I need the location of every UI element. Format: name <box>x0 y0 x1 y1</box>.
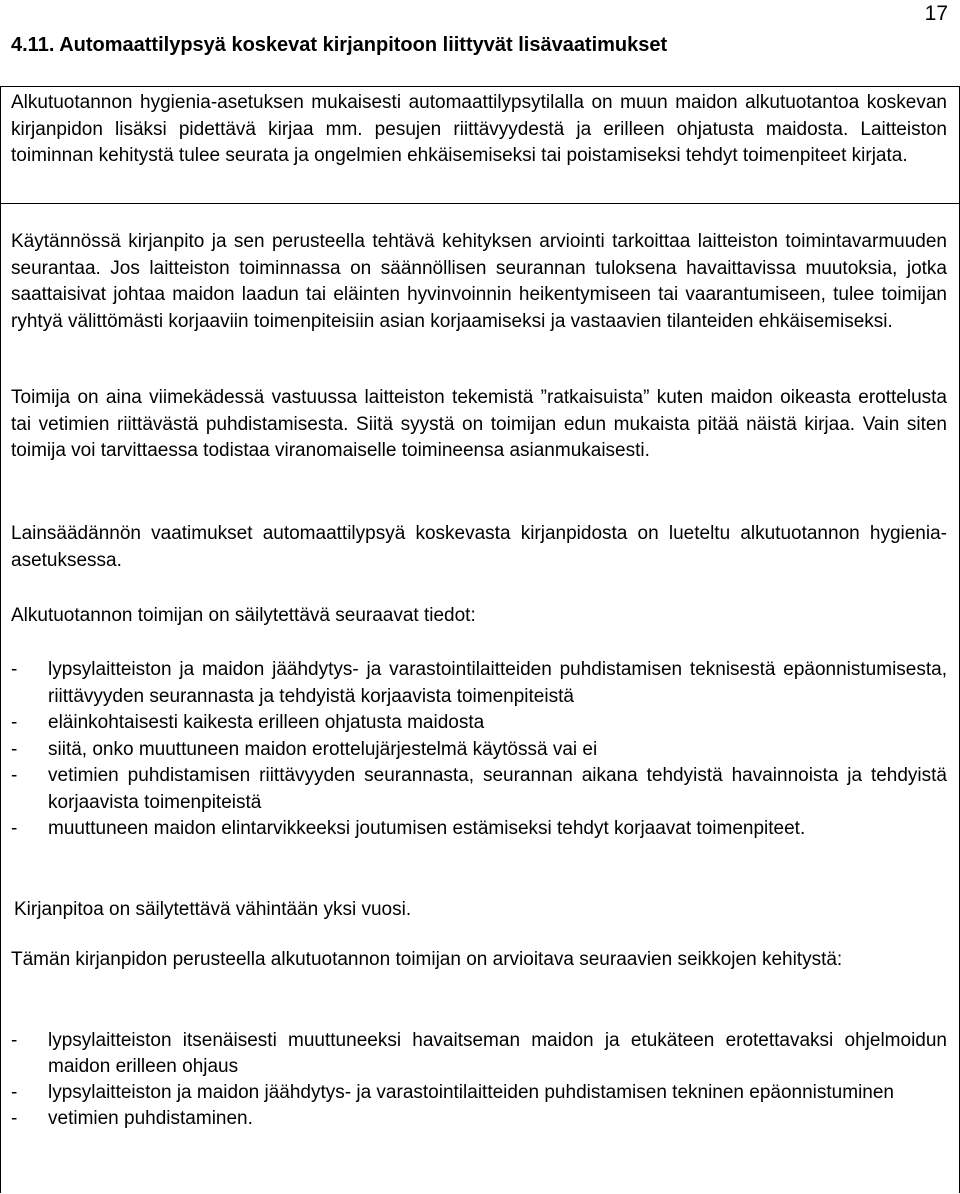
list-dash: - <box>11 1030 18 1051</box>
paragraph-responsibility: Toimija on aina viimekädessä vastuussa laitteiston tekemistä ”ratkaisuista” kuten maidon oikeasta erottelusta tai vetimien riittävästä puhdistamisesta. Siitä syystä on toimijan edun mukaista pitää näistä kirjaa. Vain siten toimija voi tarvittaessa todistaa viranomaiselle toimineensa asianmukaisesti. <box>11 387 947 461</box>
list-item-text: vetimien puhdistaminen. <box>48 1108 253 1129</box>
list-item-text: eläinkohtaisesti kaikesta erilleen ohjatusta maidosta <box>48 712 485 733</box>
section-heading: 4.11. Automaattilypsyä koskevat kirjanpitoon liittyvät lisävaatimukset <box>11 34 668 56</box>
list-item-text: muuttuneen maidon elintarvikkeeksi joutumisen estämiseksi tehdyt korjaavat toimenpiteet. <box>48 818 806 839</box>
evaluation-list <box>11 1028 947 1132</box>
list-item <box>11 657 947 710</box>
list-item-text: vetimien puhdistamisen riittävyyden seurannasta, seurannan aikana tehdyistä havainnoista ja tehdyistä korjaavista toimenpiteistä <box>48 765 947 813</box>
list-dash: - <box>11 818 18 839</box>
requirement-box-text: Alkutuotannon hygienia-asetuksen mukaisesti automaattilypsytilalla on muun maidon alkutuotantoa koskevan kirjanpidon lisäksi pidettävä kirjaa mm. pesujen riittävyydestä ja erilleen ohjatusta maidosta. Laitteiston toiminnan kehitystä tulee seurata ja ongelmien ehkäisemiseksi tai poistamiseksi tehdyt toimenpiteet kirjata. <box>11 92 947 166</box>
list-item <box>11 816 947 843</box>
box-divider <box>0 203 960 204</box>
list-dash: - <box>11 765 18 786</box>
list-item <box>11 1028 947 1080</box>
list-dash: - <box>11 659 18 680</box>
list-item <box>11 710 947 737</box>
list-item <box>11 737 947 764</box>
evaluation-intro: Tämän kirjanpidon perusteella alkutuotannon toimijan on arvioitava seuraavien seikkojen kehitystä: <box>11 949 843 970</box>
list-item <box>11 1106 947 1132</box>
list-dash: - <box>11 738 18 760</box>
list-item-text: lypsylaitteiston itsenäisesti muuttuneeksi havaitseman maidon ja etukäteen erotettavaksi ohjelmoidun maidon erilleen ohjaus <box>48 1030 947 1077</box>
records-list <box>11 657 947 843</box>
paragraph-legislation: Lainsäädännön vaatimukset automaattilypsyä koskevasta kirjanpidosta on lueteltu alkutuotannon hygienia-asetuksessa. <box>11 523 947 571</box>
list-dash: - <box>11 1082 18 1103</box>
retention-statement: Kirjanpitoa on säilytettävä vähintään yksi vuosi. <box>14 899 412 920</box>
list-item <box>11 763 947 816</box>
records-intro: Alkutuotannon toimijan on säilytettävä seuraavat tiedot: <box>11 605 476 626</box>
list-dash: - <box>11 712 18 733</box>
list-item-text: siitä, onko muuttuneen maidon erottelujärjestelmä käytössä vai ei <box>48 738 598 760</box>
list-item-text: lypsylaitteiston ja maidon jäähdytys- ja varastointilaitteiden puhdistamisen tekninen epäonnistuminen <box>48 1082 894 1103</box>
list-item <box>11 1080 947 1106</box>
list-item-text: lypsylaitteiston ja maidon jäähdytys- ja varastointilaitteiden puhdistamisen teknisestä epäonnistumisesta, riittävyyden seurannasta ja tehdyistä korjaavista toimenpiteistä <box>48 659 947 707</box>
paragraph-practice: Käytännössä kirjanpito ja sen perusteella tehtävä kehityksen arviointi tarkoittaa laitteiston toimintavarmuuden seurantaa. Jos laitteiston toiminnassa on säännöllisen seurannan tuloksena havaittavissa muutoksia, jotka saattaisivat johtaa maidon laadun tai eläinten hyvinvoinnin heikentymiseen tai vaarantumiseen, tulee toimijan ryhtyä välittömästi korjaaviin toimenpiteisiin asian korjaamiseksi ja vastaavien tilanteiden ehkäisemiseksi. <box>11 231 947 332</box>
page-number: 17 <box>924 2 948 25</box>
list-dash: - <box>11 1108 18 1129</box>
